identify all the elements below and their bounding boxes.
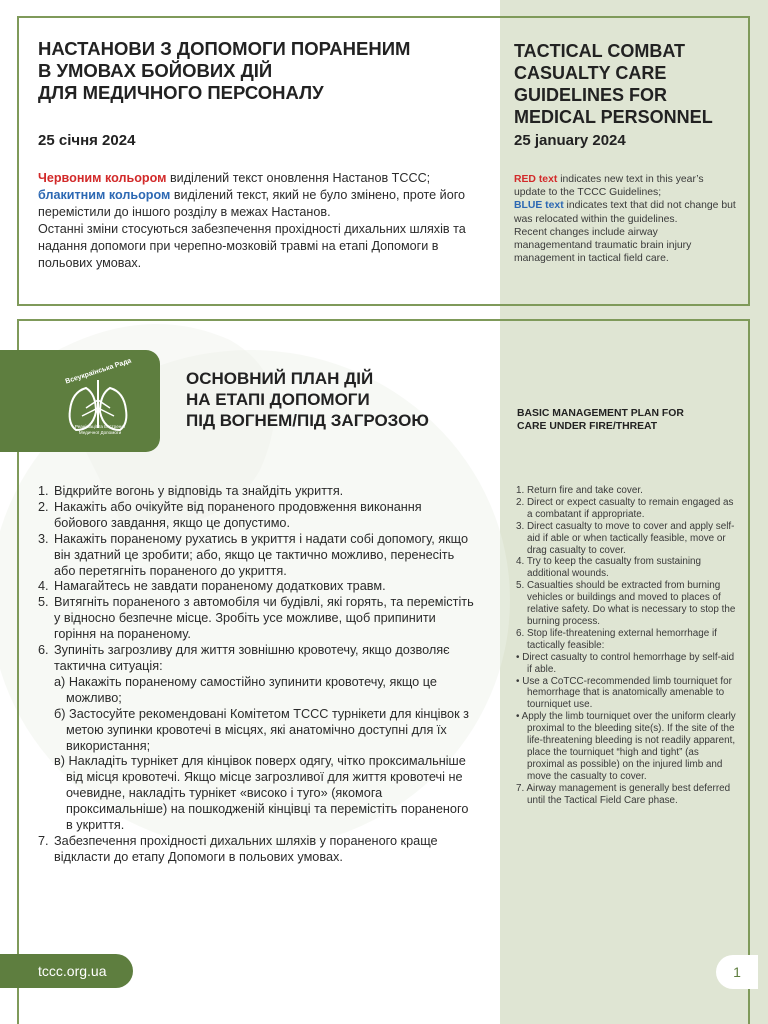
list-item: 7. Airway management is generally best deferred until the Tactical Field Care phase. bbox=[516, 782, 731, 806]
list-subitem: б) Застосуйте рекомендовані Комітетом ТССС турнікети для кінцівок з метою зупинки кровотечі в місцях, які анатомічно доступні для їх використання; bbox=[54, 706, 469, 753]
list-item: 2. Direct or expect casualty to remain engaged as a combatant if appropriate. bbox=[516, 496, 734, 520]
list-item: 4. Try to keep the casualty from sustaining additional wounds. bbox=[516, 556, 701, 580]
logo-arc-text: Всеукраїнська Рада bbox=[64, 357, 133, 386]
page-number: 1 bbox=[716, 955, 758, 989]
en-intro-text: RED text indicates new text in this year’s update to the TCCC Guidelines; BLUE text indicates text that did not change but was relocated within the guidelines. Recent changes include airway managementand traumatic brain injury management in tactical field care. bbox=[514, 174, 736, 265]
list-item: 4. Намагайтесь не завдати пораненому додаткових травм. bbox=[38, 579, 386, 594]
en-date: 25 january 2024 bbox=[514, 132, 626, 149]
ua-blue-legend: блакитним кольором bbox=[38, 188, 171, 202]
list-item: 3. Direct casualty to move to cover and apply self-aid if able or when tactically feasible, move or drag casualty to cover. bbox=[516, 520, 735, 556]
en-steps-list bbox=[516, 485, 738, 806]
ua-intro-text: Червоним кольором виділений текст оновлення Настанов ТССС; блакитним кольором виділений текст, який не було змінено, проте його перемістили до іншого розділу в межах Настанов. Останні зміни стосуються забезпечення прохідності дихальних шляхів та надання допомоги при черепно-мозковій травмі на етапі Допомоги в польових умовах. bbox=[38, 171, 466, 270]
ua-recent-changes: Останні зміни стосуються забезпечення прохідності дихальних шляхів та надання допомоги при черепно-мозковій травмі на етапі Допомоги в польових умовах. bbox=[38, 222, 466, 270]
list-bullet: • Direct casualty to control hemorrhage by self-aid if able. bbox=[516, 651, 735, 675]
en-plan-title: BASIC MANAGEMENT PLAN FOR CARE UNDER FIRE/THREAT bbox=[517, 408, 684, 432]
list-subitem: а) Накажіть пораненому самостійно зупинити кровотечу, якщо це можливо; bbox=[54, 674, 437, 705]
list-item: 1. Відкрийте вогонь у відповідь та знайдіть укриття. bbox=[38, 484, 344, 498]
ua-red-legend: Червоним кольором bbox=[38, 171, 167, 185]
list-item: 5. Casualties should be extracted from burning vehicles or buildings and moved to places of relative safety. Do what is necessary to stop the burning process. bbox=[516, 580, 736, 627]
list-item: 5. Витягніть пораненого з автомобіля чи будівлі, які горять, та перемістіть у відносно безпечне місце. Зробіть усе можливе, щоб припинити горіння на пораненому. bbox=[38, 595, 474, 642]
en-red-legend: RED text bbox=[514, 174, 558, 185]
lungs-tree-logo-icon bbox=[0, 350, 160, 452]
en-recent-changes: Recent changes include airway managementand traumatic brain injury management in tactical field care. bbox=[514, 226, 692, 265]
ua-date: 25 січня 2024 bbox=[38, 132, 136, 149]
list-bullet: • Apply the limb tourniquet over the uniform clearly proximal to the bleeding site(s). If the site of the life-threatening bleeding is not readily apparent, place the tourniquet “high and tight” (as proximal as possible) on the injured limb and move the casualty to cover. bbox=[516, 711, 736, 782]
list-bullet: • Use a CoTCC-recommended limb tourniquet for hemorrhage that is anatomically amenable to tourniquet use. bbox=[516, 675, 732, 711]
organization-logo-badge bbox=[0, 350, 160, 452]
ua-plan-title: ОСНОВНИЙ ПЛАН ДІЙ НА ЕТАПІ ДОПОМОГИ ПІД ВОГНЕМ/ПІД ЗАГРОЗОЮ bbox=[186, 369, 429, 430]
list-item: 6. Stop life-threatening external hemorrhage if tactically feasible: bbox=[516, 627, 717, 651]
list-item: 2. Накажіть або очікуйте від пораненого продовження виконання бойового завдання, якщо це допустимо. bbox=[38, 499, 422, 530]
list-item: 6. Зупиніть загрозливу для життя зовнішню кровотечу, якщо дозволяє тактична ситуація: bbox=[38, 643, 450, 673]
list-item: 1. Return fire and take cover. bbox=[516, 485, 643, 496]
logo-subtitle: Реанімації та Екстреної Медичної Допомоги bbox=[74, 424, 126, 435]
list-item: 7. Забезпечення прохідності дихальних шляхів у пораненого краще відкласти до етапу Допомоги в польових умовах. bbox=[38, 833, 438, 864]
en-document-title: TACTICAL COMBAT CASUALTY CARE GUIDELINES FOR MEDICAL PERSONNEL bbox=[514, 41, 713, 127]
website-link[interactable]: tccc.org.ua bbox=[0, 954, 133, 988]
en-blue-legend: BLUE text bbox=[514, 200, 564, 212]
list-item: 3. Накажіть пораненому рухатись в укриття і надати собі допомогу, якщо він здатний це зробити; або, якщо це тактично можливо, перенесіть або перетягніть пораненого до укриття. bbox=[38, 531, 469, 578]
list-subitem: в) Накладіть турнікет для кінцівок поверх одягу, чітко проксимальніше від місця кровотечі. Якщо місце загрозливої для життя кровотечі не очевидне, накладіть турнікет «високо і туго» (якомога проксимальніше) на пошкодженій кінцівці та перемістіть пораненого в укриття. bbox=[54, 754, 469, 833]
ua-document-title: НАСТАНОВИ З ДОПОМОГИ ПОРАНЕНИМ В УМОВАХ БОЙОВИХ ДІЙ ДЛЯ МЕДИЧНОГО ПЕРСОНАЛУ bbox=[38, 38, 411, 103]
ua-steps-list bbox=[38, 484, 478, 866]
